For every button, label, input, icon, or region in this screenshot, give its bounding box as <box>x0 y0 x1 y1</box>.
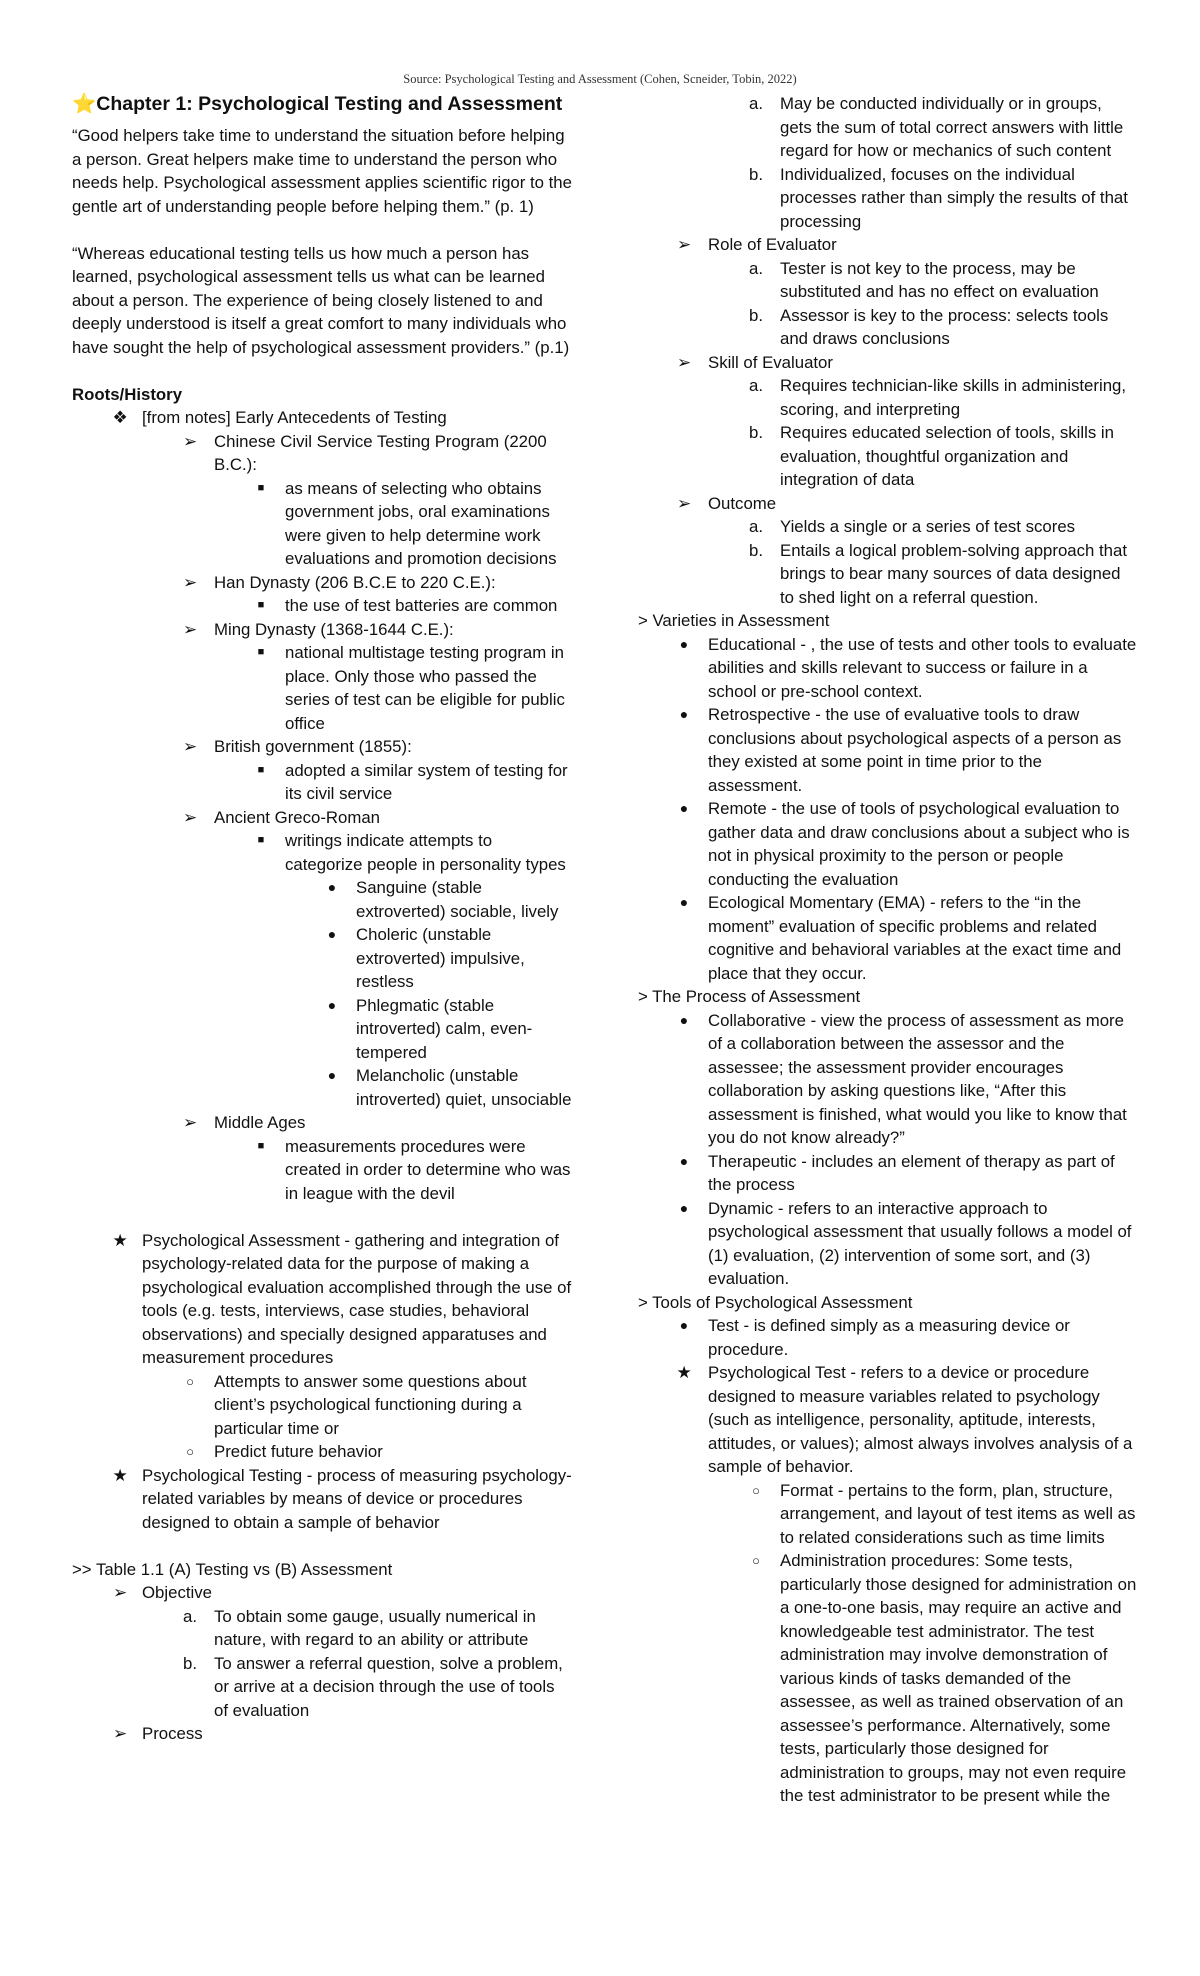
square-bullet-icon: ■ <box>257 481 265 494</box>
arrow-bullet-icon: ➢ <box>182 431 198 451</box>
arrow-bullet-icon: ➢ <box>112 1583 128 1602</box>
arrow-bullet-icon: ➢ <box>112 1724 128 1743</box>
list-item: ■ measurements procedures were created in order to determine who was in league with the devil <box>72 1135 572 1206</box>
star-bullet-icon: ★ <box>676 1363 692 1382</box>
list-item: b. Assessor is key to the process: selects tools and draws conclusions <box>638 304 1138 351</box>
list-item: ➢ Process <box>72 1722 572 1746</box>
list-item: ■ adopted a similar system of testing for its civil service <box>72 759 572 806</box>
diamond-bullet-icon: ❖ <box>112 408 128 427</box>
square-bullet-icon: ■ <box>257 646 265 658</box>
quote-2: “Whereas educational testing tells us how much a person has learned, psychological assessment tells us what can be learned about a person. The experience of being closely listened to and deeply understood is itself a great comfort to many individuals who have sought the help of psychological assessment providers.” (p.1) <box>72 243 570 357</box>
arrow-bullet-icon: ➢ <box>182 572 198 592</box>
letter-b-marker: b. <box>749 305 763 325</box>
arrow-bullet-icon: ➢ <box>182 1113 198 1132</box>
list-item: ❖ [from notes] Early Antecedents of Testing <box>72 406 572 430</box>
letter-a-marker: a. <box>183 1606 197 1626</box>
list-item: ■ as means of selecting who obtains government jobs, oral examinations were given to help determine work evaluations and promotion decisions <box>72 477 572 571</box>
list-item: ● Sanguine (stable extroverted) sociable, lively <box>72 876 572 923</box>
dot-bullet-icon: ● <box>679 1152 689 1169</box>
arrow-bullet-icon: ➢ <box>676 352 692 372</box>
left-column <box>72 92 572 1746</box>
letter-b-marker: b. <box>183 1653 197 1673</box>
list-item: ● Collaborative - view the process of assessment as more of a collaboration between the assessor and the assessee; the assessment provider encourages collaboration by asking questions like, “After this assessment is finished, what would you like to know that you do not know already?” <box>638 1009 1138 1150</box>
list-item: ➢ Outcome <box>638 492 1138 516</box>
circle-bullet-icon: ○ <box>752 1553 760 1568</box>
letter-b-marker: b. <box>749 423 763 442</box>
dot-bullet-icon: ● <box>679 1199 689 1216</box>
list-item: ■ the use of test batteries are common <box>72 594 572 618</box>
letter-b-marker: b. <box>749 164 763 184</box>
star-bullet-icon: ★ <box>112 1230 128 1250</box>
list-item: ➢ Ancient Greco-Roman <box>72 806 572 830</box>
list-item: ★ Psychological Assessment - gathering and integration of psychology-related data for the purpose of making a psychological evaluation accomplished through the use of tools (e.g. tests, interviews, case studies, behavioral observations) and specially designed apparatuses and measurement procedures <box>72 1229 572 1370</box>
square-bullet-icon: ■ <box>257 1139 265 1152</box>
letter-a-marker: a. <box>749 517 763 536</box>
list-item: ➢ Chinese Civil Service Testing Program (2200 B.C.): <box>72 430 572 477</box>
list-item: a. Tester is not key to the process, may be substituted and has no effect on evaluation <box>638 257 1138 304</box>
list-item: ➢ Objective <box>72 1581 572 1605</box>
list-item: ○ Administration procedures: Some tests, particularly those designed for administration on a one-to-one basis, may require an active and knowledgeable test administrator. The test administration may involve demonstration of various kinds of tasks demanded of the assessee, as well as trained observation of an assessee’s performance. Alternatively, some tests, particularly those designed for administration to groups, may not even require the test administrator to be present while the <box>638 1549 1138 1808</box>
square-bullet-icon: ■ <box>257 763 265 776</box>
letter-a-marker: a. <box>749 94 763 113</box>
arrow-bullet-icon: ➢ <box>182 619 198 639</box>
dot-bullet-icon: ● <box>679 635 689 652</box>
list-item: ■ writings indicate attempts to categorize people in personality types <box>72 829 572 876</box>
dot-bullet-icon: ● <box>327 926 337 942</box>
arrow-bullet-icon: ➢ <box>676 235 692 254</box>
list-item: ➢ Role of Evaluator <box>638 233 1138 257</box>
list-item: a. Yields a single or a series of test scores <box>638 515 1138 539</box>
list-item: a. Requires technician-like skills in administering, scoring, and interpreting <box>638 374 1138 421</box>
table-heading: >> Table 1.1 (A) Testing vs (B) Assessment <box>72 1559 393 1579</box>
list-item: ★ Psychological Testing - process of measuring psychology-related variables by means of device or procedures designed to obtain a sample of behavior <box>72 1464 572 1535</box>
list-item: ● Educational - , the use of tests and other tools to evaluate abilities and skills relevant to success or failure in a school or pre-school context. <box>638 633 1138 704</box>
roots-heading: Roots/History <box>72 384 183 404</box>
list-item: ● Ecological Momentary (EMA) - refers to the “in the moment” evaluation of specific problems and related cognitive and behavioral variables at the exact time and place that they occur. <box>638 891 1138 985</box>
star-bullet-icon: ★ <box>112 1465 128 1485</box>
arrow-bullet-icon: ➢ <box>676 493 692 513</box>
list-item: ● Dynamic - refers to an interactive approach to psychological assessment that usually follows a model of (1) evaluation, (2) intervention of some sort, and (3) evaluation. <box>638 1197 1138 1291</box>
source-citation: Source: Psychological Testing and Assessment (Cohen, Scneider, Tobin, 2022) <box>403 72 797 86</box>
process-heading: > The Process of Assessment <box>638 987 861 1006</box>
arrow-bullet-icon: ➢ <box>182 737 198 756</box>
chapter-title <box>72 92 572 116</box>
list-item: ➢ Middle Ages <box>72 1111 572 1135</box>
dot-bullet-icon: ● <box>679 1317 689 1333</box>
list-item: b. Entails a logical problem-solving approach that brings to bear many sources of data designed to shed light on a referral question. <box>638 539 1138 610</box>
dot-bullet-icon: ● <box>679 1011 689 1028</box>
list-item: ● Retrospective - the use of evaluative tools to draw conclusions about psychological aspects of a person as they existed at some point in time prior to the assessment. <box>638 703 1138 797</box>
list-item: ● Remote - the use of tools of psychological evaluation to gather data and draw conclusions about a subject who is not in physical proximity to the person or people conducting the evaluation <box>638 797 1138 891</box>
list-item: ○ Predict future behavior <box>72 1440 572 1464</box>
list-item: ● Choleric (unstable extroverted) impulsive, restless <box>72 923 572 994</box>
tools-heading: > Tools of Psychological Assessment <box>638 1292 913 1312</box>
list-item: ○ Attempts to answer some questions about client’s psychological functioning during a particular time or <box>72 1370 572 1441</box>
dot-bullet-icon: ● <box>327 879 337 895</box>
list-item: ★ Psychological Test - refers to a device or procedure designed to measure variables related to psychology (such as intelligence, personality, aptitude, interests, attitudes, or values); almost always involves analysis of a sample of behavior. <box>638 1361 1138 1479</box>
list-item: ➢ Skill of Evaluator <box>638 351 1138 375</box>
list-item: ➢ Han Dynasty (206 B.C.E to 220 C.E.): <box>72 571 572 595</box>
square-bullet-icon: ■ <box>257 599 265 611</box>
circle-bullet-icon: ○ <box>186 1444 194 1459</box>
right-column <box>638 92 1138 1808</box>
list-item: ○ Format - pertains to the form, plan, structure, arrangement, and layout of test items as well as to related considerations such as time limits <box>638 1479 1138 1550</box>
chapter-title-text: Chapter 1: Psychological Testing and Assessment <box>96 93 563 115</box>
list-item: b. Requires educated selection of tools, skills in evaluation, thoughtful organization and integration of data <box>638 421 1138 492</box>
dot-bullet-icon: ● <box>679 800 689 816</box>
list-item: b. To answer a referral question, solve a problem, or arrive at a decision through the use of tools of evaluation <box>72 1652 572 1723</box>
list-item: b. Individualized, focuses on the individual processes rather than simply the results of that processing <box>638 163 1138 234</box>
star-icon: ⭐ <box>72 93 97 115</box>
circle-bullet-icon: ○ <box>186 1373 194 1389</box>
square-bullet-icon: ■ <box>257 834 265 846</box>
list-item: a. May be conducted individually or in groups, gets the sum of total correct answers with little regard for how or mechanics of such content <box>638 92 1138 163</box>
list-item: ■ national multistage testing program in place. Only those who passed the series of test can be eligible for public office <box>72 641 572 735</box>
list-item: a. To obtain some gauge, usually numerical in nature, with regard to an ability or attribute <box>72 1605 572 1652</box>
arrow-bullet-icon: ➢ <box>182 807 198 827</box>
list-item: ● Test - is defined simply as a measuring device or procedure. <box>638 1314 1138 1361</box>
list-item: ➢ Ming Dynasty (1368-1644 C.E.): <box>72 618 572 642</box>
circle-bullet-icon: ○ <box>752 1482 760 1498</box>
letter-a-marker: a. <box>749 258 763 278</box>
list-item: ● Therapeutic - includes an element of therapy as part of the process <box>638 1150 1138 1197</box>
list-item: ● Melancholic (unstable introverted) quiet, unsociable <box>72 1064 572 1111</box>
varieties-heading: > Varieties in Assessment <box>638 611 830 630</box>
quote-1: “Good helpers take time to understand the situation before helping a person. Great helpers make time to understand the person who needs help. Psychological assessment applies scientific rigor to the gentle art of understanding people before helping them.” (p. 1) <box>72 126 572 216</box>
letter-b-marker: b. <box>749 540 763 560</box>
list-item: ● Phlegmatic (stable introverted) calm, even-tempered <box>72 994 572 1065</box>
dot-bullet-icon: ● <box>327 1067 337 1083</box>
dot-bullet-icon: ● <box>327 996 337 1013</box>
letter-a-marker: a. <box>749 376 763 395</box>
list-item: ➢ British government (1855): <box>72 735 572 759</box>
dot-bullet-icon: ● <box>679 894 689 910</box>
dot-bullet-icon: ● <box>679 706 689 722</box>
